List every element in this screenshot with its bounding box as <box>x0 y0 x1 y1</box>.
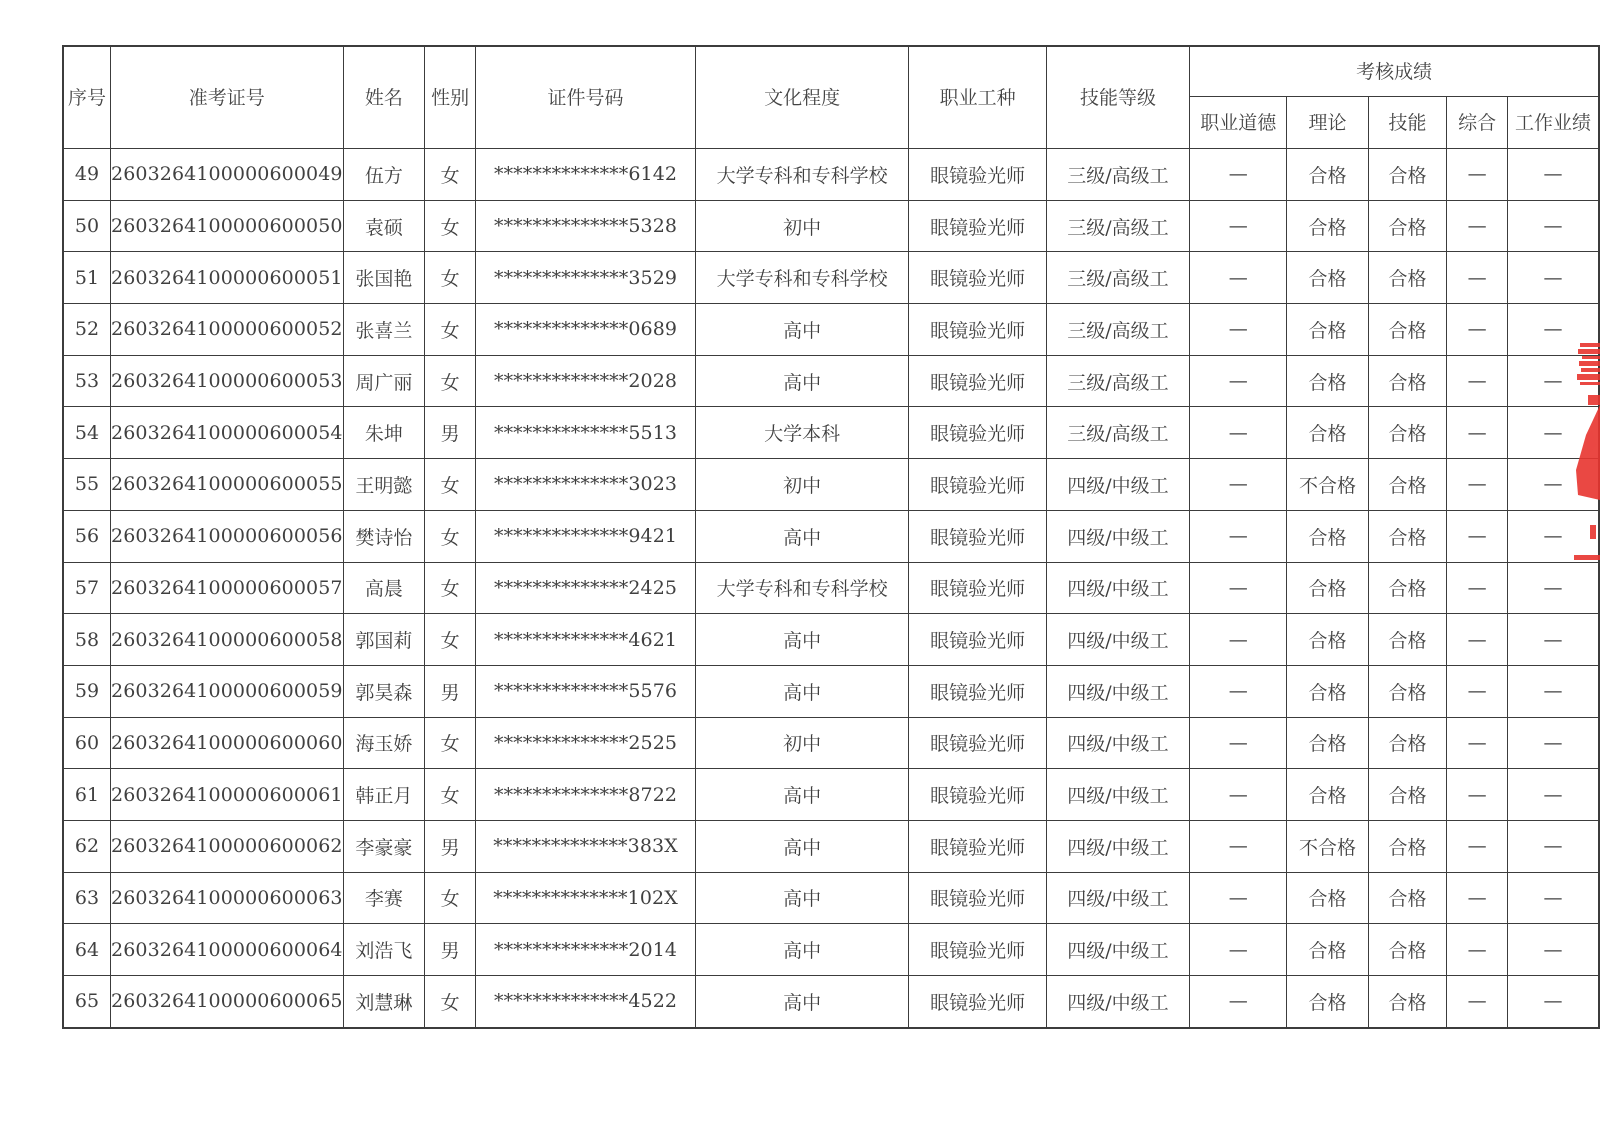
cell-id-no: **************6142 <box>476 149 696 201</box>
cell-ethics: — <box>1190 510 1287 562</box>
table-row <box>63 717 1599 769</box>
cell-id-no: **************9421 <box>476 510 696 562</box>
cell-education: 高中 <box>695 924 908 976</box>
cell-comprehensive: — <box>1447 407 1508 459</box>
cell-gender: 女 <box>425 459 476 511</box>
cell-gender: 女 <box>425 562 476 614</box>
cell-id-no: **************2014 <box>476 924 696 976</box>
cell-seq: 61 <box>63 769 111 821</box>
cell-id-no: **************5513 <box>476 407 696 459</box>
cell-skill-level: 四级/中级工 <box>1046 665 1189 717</box>
cell-work-performance: — <box>1507 717 1599 769</box>
cell-comprehensive: — <box>1447 924 1508 976</box>
cell-education: 初中 <box>695 459 908 511</box>
table-row <box>63 976 1599 1028</box>
cell-skill: 合格 <box>1368 769 1447 821</box>
cell-ethics: — <box>1190 665 1287 717</box>
table-row <box>63 200 1599 252</box>
cell-gender: 女 <box>425 976 476 1028</box>
cell-id-no: **************8722 <box>476 769 696 821</box>
cell-theory: 合格 <box>1287 149 1369 201</box>
cell-work-performance: — <box>1507 459 1599 511</box>
cell-gender: 女 <box>425 510 476 562</box>
cell-comprehensive: — <box>1447 614 1508 666</box>
cell-theory: 合格 <box>1287 976 1369 1028</box>
cell-skill-level: 四级/中级工 <box>1046 717 1189 769</box>
cell-work-performance: — <box>1507 872 1599 924</box>
cell-skill-level: 四级/中级工 <box>1046 459 1189 511</box>
cell-seq: 53 <box>63 355 111 407</box>
cell-seq: 65 <box>63 976 111 1028</box>
cell-education: 初中 <box>695 717 908 769</box>
cell-name: 伍方 <box>343 149 425 201</box>
cell-ethics: — <box>1190 200 1287 252</box>
cell-comprehensive: — <box>1447 769 1508 821</box>
cell-exam-no: 2603264100000600049 <box>111 149 344 201</box>
cell-exam-no: 2603264100000600052 <box>111 304 344 356</box>
cell-exam-no: 2603264100000600062 <box>111 820 344 872</box>
cell-skill: 合格 <box>1368 820 1447 872</box>
cell-education: 高中 <box>695 769 908 821</box>
cell-occupation: 眼镜验光师 <box>909 924 1046 976</box>
cell-work-performance: — <box>1507 562 1599 614</box>
cell-exam-no: 2603264100000600051 <box>111 252 344 304</box>
cell-skill: 合格 <box>1368 407 1447 459</box>
table-row <box>63 510 1599 562</box>
cell-comprehensive: — <box>1447 252 1508 304</box>
cell-theory: 合格 <box>1287 614 1369 666</box>
cell-work-performance: — <box>1507 407 1599 459</box>
cell-exam-no: 2603264100000600057 <box>111 562 344 614</box>
cell-name: 袁硕 <box>343 200 425 252</box>
cell-ethics: — <box>1190 614 1287 666</box>
cell-occupation: 眼镜验光师 <box>909 717 1046 769</box>
cell-id-no: **************383X <box>476 820 696 872</box>
cell-occupation: 眼镜验光师 <box>909 769 1046 821</box>
cell-name: 张国艳 <box>343 252 425 304</box>
cell-skill-level: 四级/中级工 <box>1046 872 1189 924</box>
cell-ethics: — <box>1190 304 1287 356</box>
cell-name: 周广丽 <box>343 355 425 407</box>
table-body <box>63 149 1599 1028</box>
cell-occupation: 眼镜验光师 <box>909 976 1046 1028</box>
table-row <box>63 665 1599 717</box>
cell-work-performance: — <box>1507 614 1599 666</box>
col-header-skill-level: 技能等级 <box>1046 46 1189 149</box>
cell-work-performance: — <box>1507 769 1599 821</box>
cell-theory: 合格 <box>1287 304 1369 356</box>
cell-education: 大学专科和专科学校 <box>695 562 908 614</box>
cell-comprehensive: — <box>1447 665 1508 717</box>
cell-gender: 女 <box>425 149 476 201</box>
table-row <box>63 407 1599 459</box>
cell-id-no: **************5328 <box>476 200 696 252</box>
cell-gender: 男 <box>425 407 476 459</box>
cell-theory: 合格 <box>1287 200 1369 252</box>
cell-comprehensive: — <box>1447 510 1508 562</box>
cell-name: 樊诗怡 <box>343 510 425 562</box>
cell-work-performance: — <box>1507 820 1599 872</box>
cell-work-performance: — <box>1507 304 1599 356</box>
cell-skill-level: 四级/中级工 <box>1046 510 1189 562</box>
cell-skill-level: 四级/中级工 <box>1046 769 1189 821</box>
cell-work-performance: — <box>1507 665 1599 717</box>
cell-work-performance: — <box>1507 149 1599 201</box>
cell-skill: 合格 <box>1368 304 1447 356</box>
cell-exam-no: 2603264100000600059 <box>111 665 344 717</box>
cell-name: 海玉娇 <box>343 717 425 769</box>
cell-skill-level: 三级/高级工 <box>1046 252 1189 304</box>
cell-skill: 合格 <box>1368 149 1447 201</box>
cell-comprehensive: — <box>1447 459 1508 511</box>
cell-ethics: — <box>1190 149 1287 201</box>
cell-ethics: — <box>1190 872 1287 924</box>
cell-education: 大学专科和专科学校 <box>695 252 908 304</box>
cell-exam-no: 2603264100000600065 <box>111 976 344 1028</box>
cell-ethics: — <box>1190 769 1287 821</box>
cell-skill: 合格 <box>1368 355 1447 407</box>
cell-name: 郭昊森 <box>343 665 425 717</box>
results-sheet <box>62 45 1600 1029</box>
cell-seq: 57 <box>63 562 111 614</box>
col-header-id-no: 证件号码 <box>476 46 696 149</box>
cell-id-no: **************3529 <box>476 252 696 304</box>
cell-gender: 女 <box>425 872 476 924</box>
cell-comprehensive: — <box>1447 872 1508 924</box>
cell-skill-level: 三级/高级工 <box>1046 407 1189 459</box>
cell-seq: 49 <box>63 149 111 201</box>
cell-seq: 59 <box>63 665 111 717</box>
cell-education: 大学本科 <box>695 407 908 459</box>
cell-theory: 合格 <box>1287 717 1369 769</box>
cell-skill: 合格 <box>1368 614 1447 666</box>
cell-ethics: — <box>1190 976 1287 1028</box>
cell-name: 王明懿 <box>343 459 425 511</box>
cell-education: 高中 <box>695 976 908 1028</box>
cell-name: 刘浩飞 <box>343 924 425 976</box>
cell-comprehensive: — <box>1447 149 1508 201</box>
cell-occupation: 眼镜验光师 <box>909 614 1046 666</box>
cell-ethics: — <box>1190 459 1287 511</box>
cell-theory: 合格 <box>1287 769 1369 821</box>
cell-exam-no: 2603264100000600061 <box>111 769 344 821</box>
cell-seq: 64 <box>63 924 111 976</box>
cell-seq: 50 <box>63 200 111 252</box>
cell-id-no: **************2028 <box>476 355 696 407</box>
cell-gender: 男 <box>425 820 476 872</box>
cell-seq: 60 <box>63 717 111 769</box>
cell-seq: 58 <box>63 614 111 666</box>
cell-exam-no: 2603264100000600050 <box>111 200 344 252</box>
table-row <box>63 769 1599 821</box>
cell-skill: 合格 <box>1368 924 1447 976</box>
cell-exam-no: 2603264100000600060 <box>111 717 344 769</box>
cell-id-no: **************102X <box>476 872 696 924</box>
cell-name: 高晨 <box>343 562 425 614</box>
cell-theory: 不合格 <box>1287 820 1369 872</box>
cell-work-performance: — <box>1507 924 1599 976</box>
col-header-name: 姓名 <box>343 46 425 149</box>
cell-comprehensive: — <box>1447 355 1508 407</box>
cell-occupation: 眼镜验光师 <box>909 459 1046 511</box>
results-table <box>62 45 1600 1029</box>
col-group-header-results: 考核成绩 <box>1190 46 1599 97</box>
cell-skill-level: 三级/高级工 <box>1046 200 1189 252</box>
cell-skill: 合格 <box>1368 665 1447 717</box>
cell-seq: 54 <box>63 407 111 459</box>
cell-work-performance: — <box>1507 510 1599 562</box>
cell-seq: 63 <box>63 872 111 924</box>
cell-seq: 56 <box>63 510 111 562</box>
cell-skill: 合格 <box>1368 717 1447 769</box>
cell-exam-no: 2603264100000600053 <box>111 355 344 407</box>
cell-gender: 男 <box>425 924 476 976</box>
cell-exam-no: 2603264100000600055 <box>111 459 344 511</box>
cell-education: 高中 <box>695 510 908 562</box>
cell-theory: 合格 <box>1287 665 1369 717</box>
cell-id-no: **************0689 <box>476 304 696 356</box>
cell-comprehensive: — <box>1447 304 1508 356</box>
cell-gender: 女 <box>425 252 476 304</box>
cell-ethics: — <box>1190 252 1287 304</box>
table-row <box>63 252 1599 304</box>
cell-education: 高中 <box>695 614 908 666</box>
cell-ethics: — <box>1190 717 1287 769</box>
cell-education: 高中 <box>695 304 908 356</box>
cell-education: 高中 <box>695 355 908 407</box>
cell-ethics: — <box>1190 562 1287 614</box>
col-header-work-performance: 工作业绩 <box>1507 97 1599 149</box>
cell-education: 大学专科和专科学校 <box>695 149 908 201</box>
cell-skill: 合格 <box>1368 510 1447 562</box>
cell-exam-no: 2603264100000600064 <box>111 924 344 976</box>
cell-theory: 合格 <box>1287 924 1369 976</box>
col-header-occupation: 职业工种 <box>909 46 1046 149</box>
col-header-exam-no: 准考证号 <box>111 46 344 149</box>
cell-seq: 62 <box>63 820 111 872</box>
cell-name: 张喜兰 <box>343 304 425 356</box>
cell-occupation: 眼镜验光师 <box>909 304 1046 356</box>
col-header-gender: 性别 <box>425 46 476 149</box>
cell-name: 韩正月 <box>343 769 425 821</box>
cell-gender: 女 <box>425 717 476 769</box>
table-row <box>63 459 1599 511</box>
cell-education: 高中 <box>695 665 908 717</box>
cell-work-performance: — <box>1507 355 1599 407</box>
cell-occupation: 眼镜验光师 <box>909 872 1046 924</box>
table-header <box>63 46 1599 149</box>
cell-skill-level: 四级/中级工 <box>1046 976 1189 1028</box>
cell-skill: 合格 <box>1368 252 1447 304</box>
cell-id-no: **************4522 <box>476 976 696 1028</box>
cell-theory: 合格 <box>1287 252 1369 304</box>
cell-exam-no: 2603264100000600054 <box>111 407 344 459</box>
cell-theory: 合格 <box>1287 510 1369 562</box>
col-header-ethics: 职业道德 <box>1190 97 1287 149</box>
cell-occupation: 眼镜验光师 <box>909 562 1046 614</box>
cell-comprehensive: — <box>1447 200 1508 252</box>
cell-name: 李豪豪 <box>343 820 425 872</box>
cell-occupation: 眼镜验光师 <box>909 407 1046 459</box>
cell-id-no: **************2425 <box>476 562 696 614</box>
cell-gender: 女 <box>425 355 476 407</box>
cell-exam-no: 2603264100000600063 <box>111 872 344 924</box>
cell-occupation: 眼镜验光师 <box>909 820 1046 872</box>
table-row <box>63 924 1599 976</box>
table-row <box>63 872 1599 924</box>
cell-skill-level: 四级/中级工 <box>1046 924 1189 976</box>
cell-skill-level: 四级/中级工 <box>1046 820 1189 872</box>
cell-name: 郭国莉 <box>343 614 425 666</box>
cell-comprehensive: — <box>1447 717 1508 769</box>
cell-theory: 合格 <box>1287 562 1369 614</box>
cell-ethics: — <box>1190 820 1287 872</box>
cell-skill-level: 三级/高级工 <box>1046 149 1189 201</box>
cell-theory: 合格 <box>1287 872 1369 924</box>
cell-occupation: 眼镜验光师 <box>909 665 1046 717</box>
cell-seq: 51 <box>63 252 111 304</box>
cell-ethics: — <box>1190 407 1287 459</box>
cell-skill: 合格 <box>1368 976 1447 1028</box>
cell-id-no: **************4621 <box>476 614 696 666</box>
cell-skill-level: 四级/中级工 <box>1046 614 1189 666</box>
cell-education: 高中 <box>695 820 908 872</box>
cell-gender: 女 <box>425 614 476 666</box>
cell-gender: 男 <box>425 665 476 717</box>
cell-exam-no: 2603264100000600056 <box>111 510 344 562</box>
table-row <box>63 820 1599 872</box>
cell-skill-level: 三级/高级工 <box>1046 355 1189 407</box>
col-header-skill: 技能 <box>1368 97 1447 149</box>
cell-education: 高中 <box>695 872 908 924</box>
cell-work-performance: — <box>1507 976 1599 1028</box>
cell-ethics: — <box>1190 924 1287 976</box>
cell-occupation: 眼镜验光师 <box>909 252 1046 304</box>
cell-id-no: **************5576 <box>476 665 696 717</box>
cell-work-performance: — <box>1507 252 1599 304</box>
cell-id-no: **************3023 <box>476 459 696 511</box>
table-row <box>63 149 1599 201</box>
cell-theory: 合格 <box>1287 407 1369 459</box>
cell-exam-no: 2603264100000600058 <box>111 614 344 666</box>
cell-occupation: 眼镜验光师 <box>909 510 1046 562</box>
cell-work-performance: — <box>1507 200 1599 252</box>
table-row <box>63 614 1599 666</box>
col-header-comprehensive: 综合 <box>1447 97 1508 149</box>
col-header-theory: 理论 <box>1287 97 1369 149</box>
cell-theory: 合格 <box>1287 355 1369 407</box>
cell-name: 李赛 <box>343 872 425 924</box>
col-header-education: 文化程度 <box>695 46 908 149</box>
col-header-seq: 序号 <box>63 46 111 149</box>
cell-occupation: 眼镜验光师 <box>909 149 1046 201</box>
cell-seq: 55 <box>63 459 111 511</box>
cell-education: 初中 <box>695 200 908 252</box>
cell-id-no: **************2525 <box>476 717 696 769</box>
cell-skill-level: 三级/高级工 <box>1046 304 1189 356</box>
table-row <box>63 355 1599 407</box>
cell-gender: 女 <box>425 304 476 356</box>
cell-skill: 合格 <box>1368 459 1447 511</box>
table-row <box>63 562 1599 614</box>
cell-theory: 不合格 <box>1287 459 1369 511</box>
cell-comprehensive: — <box>1447 562 1508 614</box>
red-seal-stamp-fragment <box>1566 335 1600 575</box>
cell-name: 刘慧琳 <box>343 976 425 1028</box>
cell-comprehensive: — <box>1447 820 1508 872</box>
cell-gender: 女 <box>425 200 476 252</box>
cell-skill: 合格 <box>1368 562 1447 614</box>
cell-occupation: 眼镜验光师 <box>909 200 1046 252</box>
table-row <box>63 304 1599 356</box>
cell-skill: 合格 <box>1368 872 1447 924</box>
cell-ethics: — <box>1190 355 1287 407</box>
cell-gender: 女 <box>425 769 476 821</box>
cell-name: 朱坤 <box>343 407 425 459</box>
cell-occupation: 眼镜验光师 <box>909 355 1046 407</box>
cell-seq: 52 <box>63 304 111 356</box>
cell-comprehensive: — <box>1447 976 1508 1028</box>
cell-skill: 合格 <box>1368 200 1447 252</box>
cell-skill-level: 四级/中级工 <box>1046 562 1189 614</box>
